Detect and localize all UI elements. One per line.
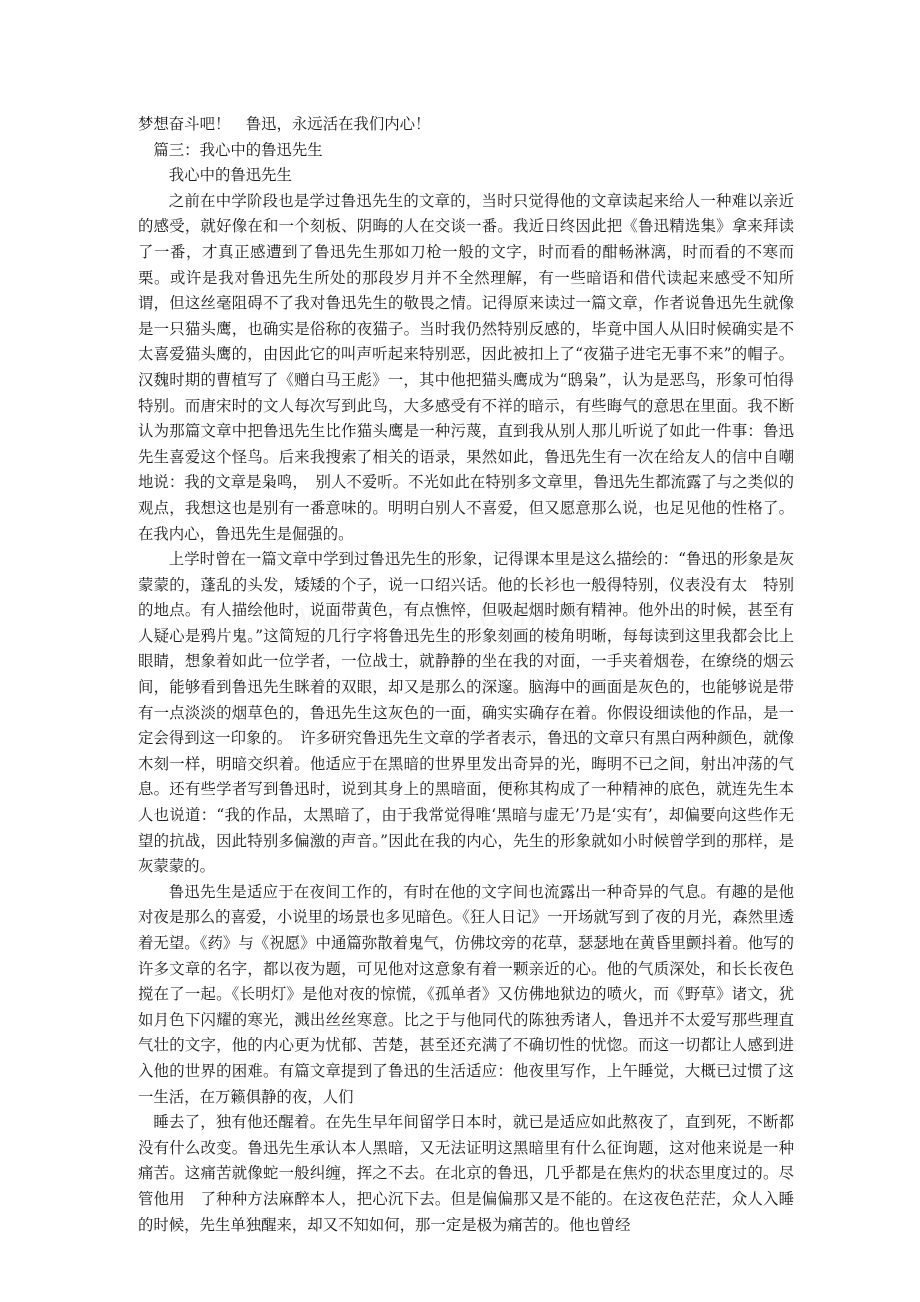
document-page xyxy=(138,112,794,1238)
paragraph-1: 之前在中学阶段也是学过鲁迅先生的文章的，当时只觉得他的文章读起来给人一种难以亲近的感受，就好像在和一个刻板、阴晦的人在交谈一番。我近日终因此把《鲁迅精选集》拿来拜读了一番，才真正感遭到了鲁迅先生那如刀枪一般的文字，时而看的酣畅淋漓，时而看的不寒而栗。或许是我对鲁迅先生所处的那段岁月并不全然理解，有一些暗语和借代读起来感受不知所谓，但这丝毫阻碍不了我对鲁迅先生的敬畏之情。记得原来读过一篇文章，作者说鲁迅先生就像是一只猫头鹰，也确实是俗称的夜猫子。当时我仍然特别反感的，毕竟中国人从旧时候确实是不太喜爱猫头鹰的，由因此它的叫声听起来特别恶，因此被扣上了“夜猫子进宅无事不来”的帽子。汉魏时期的曹植写了《赠白马王彪》一，其中他把猫头鹰成为“鸱枭”，认为是恶鸟，形象可怕得特别。而唐宋时的文人每次写到此鸟，大多感受有不祥的暗示，有些晦气的意思在里面。我不断认为那篇文章中把鲁迅先生比作猫头鹰是一种污蔑，直到我从别人那儿听说了如此一件事：鲁迅先生喜爱这个怪鸟。后来我搜索了相关的语录，果然如此，鲁迅先生有一次在给友人的信中自嘲地说：我的文章是枭鸣， 别人不爱听。不光如此在特别多文章里，鲁迅先生都流露了与之类似的观点，我想这也是别有一番意味的。明明白别人不喜爱，但又愿意那么说，也足见他的性格了。在我内心，鲁迅先生是倔强的。 xyxy=(138,191,794,543)
paragraph-2: 上学时曾在一篇文章中学到过鲁迅先生的形象，记得课本里是这么描绘的：“鲁迅的形象是灰蒙蒙的，蓬乱的头发，矮矮的个子，说一口绍兴话。他的长衫也一般得特别，仪表没有太 特别的地点。有人描绘他时，说面带黄色，有点憔悴，但吸起烟时颇有精神。他外出的时候，甚至有人疑心是鸦片鬼。”这简短的几行字将鲁迅先生的形象刻画的棱角明晰，每每读到这里我都会比上眼睛，想象着如此一位学者，一位战士，就静静的坐在我的对面，一手夹着烟卷，在缭绕的烟云间，能够看到鲁迅先生眯着的双眼，却又是那么的深邃。脑海中的画面是灰色的，也能够说是带有一点淡淡的烟草色的，鲁迅先生这灰色的一面，确实实确存在着。你假设细读他的作品，是一定会得到这一印象的。 许多研究鲁迅先生文章的学者表示，鲁迅的文章只有黑白两种颜色，就像木刻一样，明暗交织着。他适应于在黑暗的世界里发出奇异的光，晦明不已之间，射出冲荡的气息。还有些学者写到鲁迅时，说到其身上的黑暗面，便称其构成了一种精神的底色，就连先生本人也说道：“我的作品，太黑暗了，由于我常觉得唯‘黑暗与虚无’乃是‘实有’，却偏要向这些作无望的抗战，因此特别多偏激的声音。”因此在我的内心，先生的形象就如小时候曾学到的那样，是灰蒙蒙的。 xyxy=(138,550,794,876)
paragraph-3: 鲁迅先生是适应于在夜间工作的，有时在他的文字间也流露出一种奇异的气息。有趣的是他对夜是那么的喜爱，小说里的场景也多见暗色。《狂人日记》一开场就写到了夜的月光，森然里透着无望。《药》与《祝愿》中通篇弥散着鬼气，仿佛坟旁的花草，瑟瑟地在黄昏里颤抖着。他写的许多文章的名字，都以夜为题，可见他对这意象有着一颗亲近的心。他的气质深处，和长长夜色搅在了一起。《长明灯》是他对夜的惊慌，《孤单者》又仿佛地狱边的喷火，而《野草》诸文，犹如月色下闪耀的寒光，溅出丝丝寒意。比之于与他同代的陈独秀诸人，鲁迅并不太爱写那些理直气壮的文字，他的内心更为忧郁、苦楚，甚至还充满了不确切性的忧惚。而这一切都让人感到进入他的世界的困难。有篇文章提到了鲁迅的生活适应：他夜里写作，上午睡觉，大概已过惯了这一生活，在万籁俱静的夜，人们 xyxy=(138,882,794,1106)
opening-line: 梦想奋斗吧！ 鲁迅，永远活在我们内心！ xyxy=(138,115,431,133)
section-heading: 篇三：我心中的鲁迅先生 xyxy=(153,140,323,159)
article-title: 我心中的鲁迅先生 xyxy=(168,166,292,185)
paragraph-4: 睡去了，独有他还醒着。在先生早年间留学日本时，就已是适应如此熬夜了，直到死，不断都没有什么改变。鲁迅先生承认本人黑暗，又无法证明这黑暗里有什么征询题，这对他来说是一种痛苦。这痛苦就像蛇一般纠缠，挥之不去。在北京的鲁迅，几乎都是在焦灼的状态里度过的。尽管他用 了种种方法麻醉本人，把心沉下去。但是偏偏那又是不能的。在这夜色茫茫，众人入睡的时候，先生单独醒来，却又不知如何，那一定是极为痛苦的。他也曾经 xyxy=(138,1113,794,1234)
